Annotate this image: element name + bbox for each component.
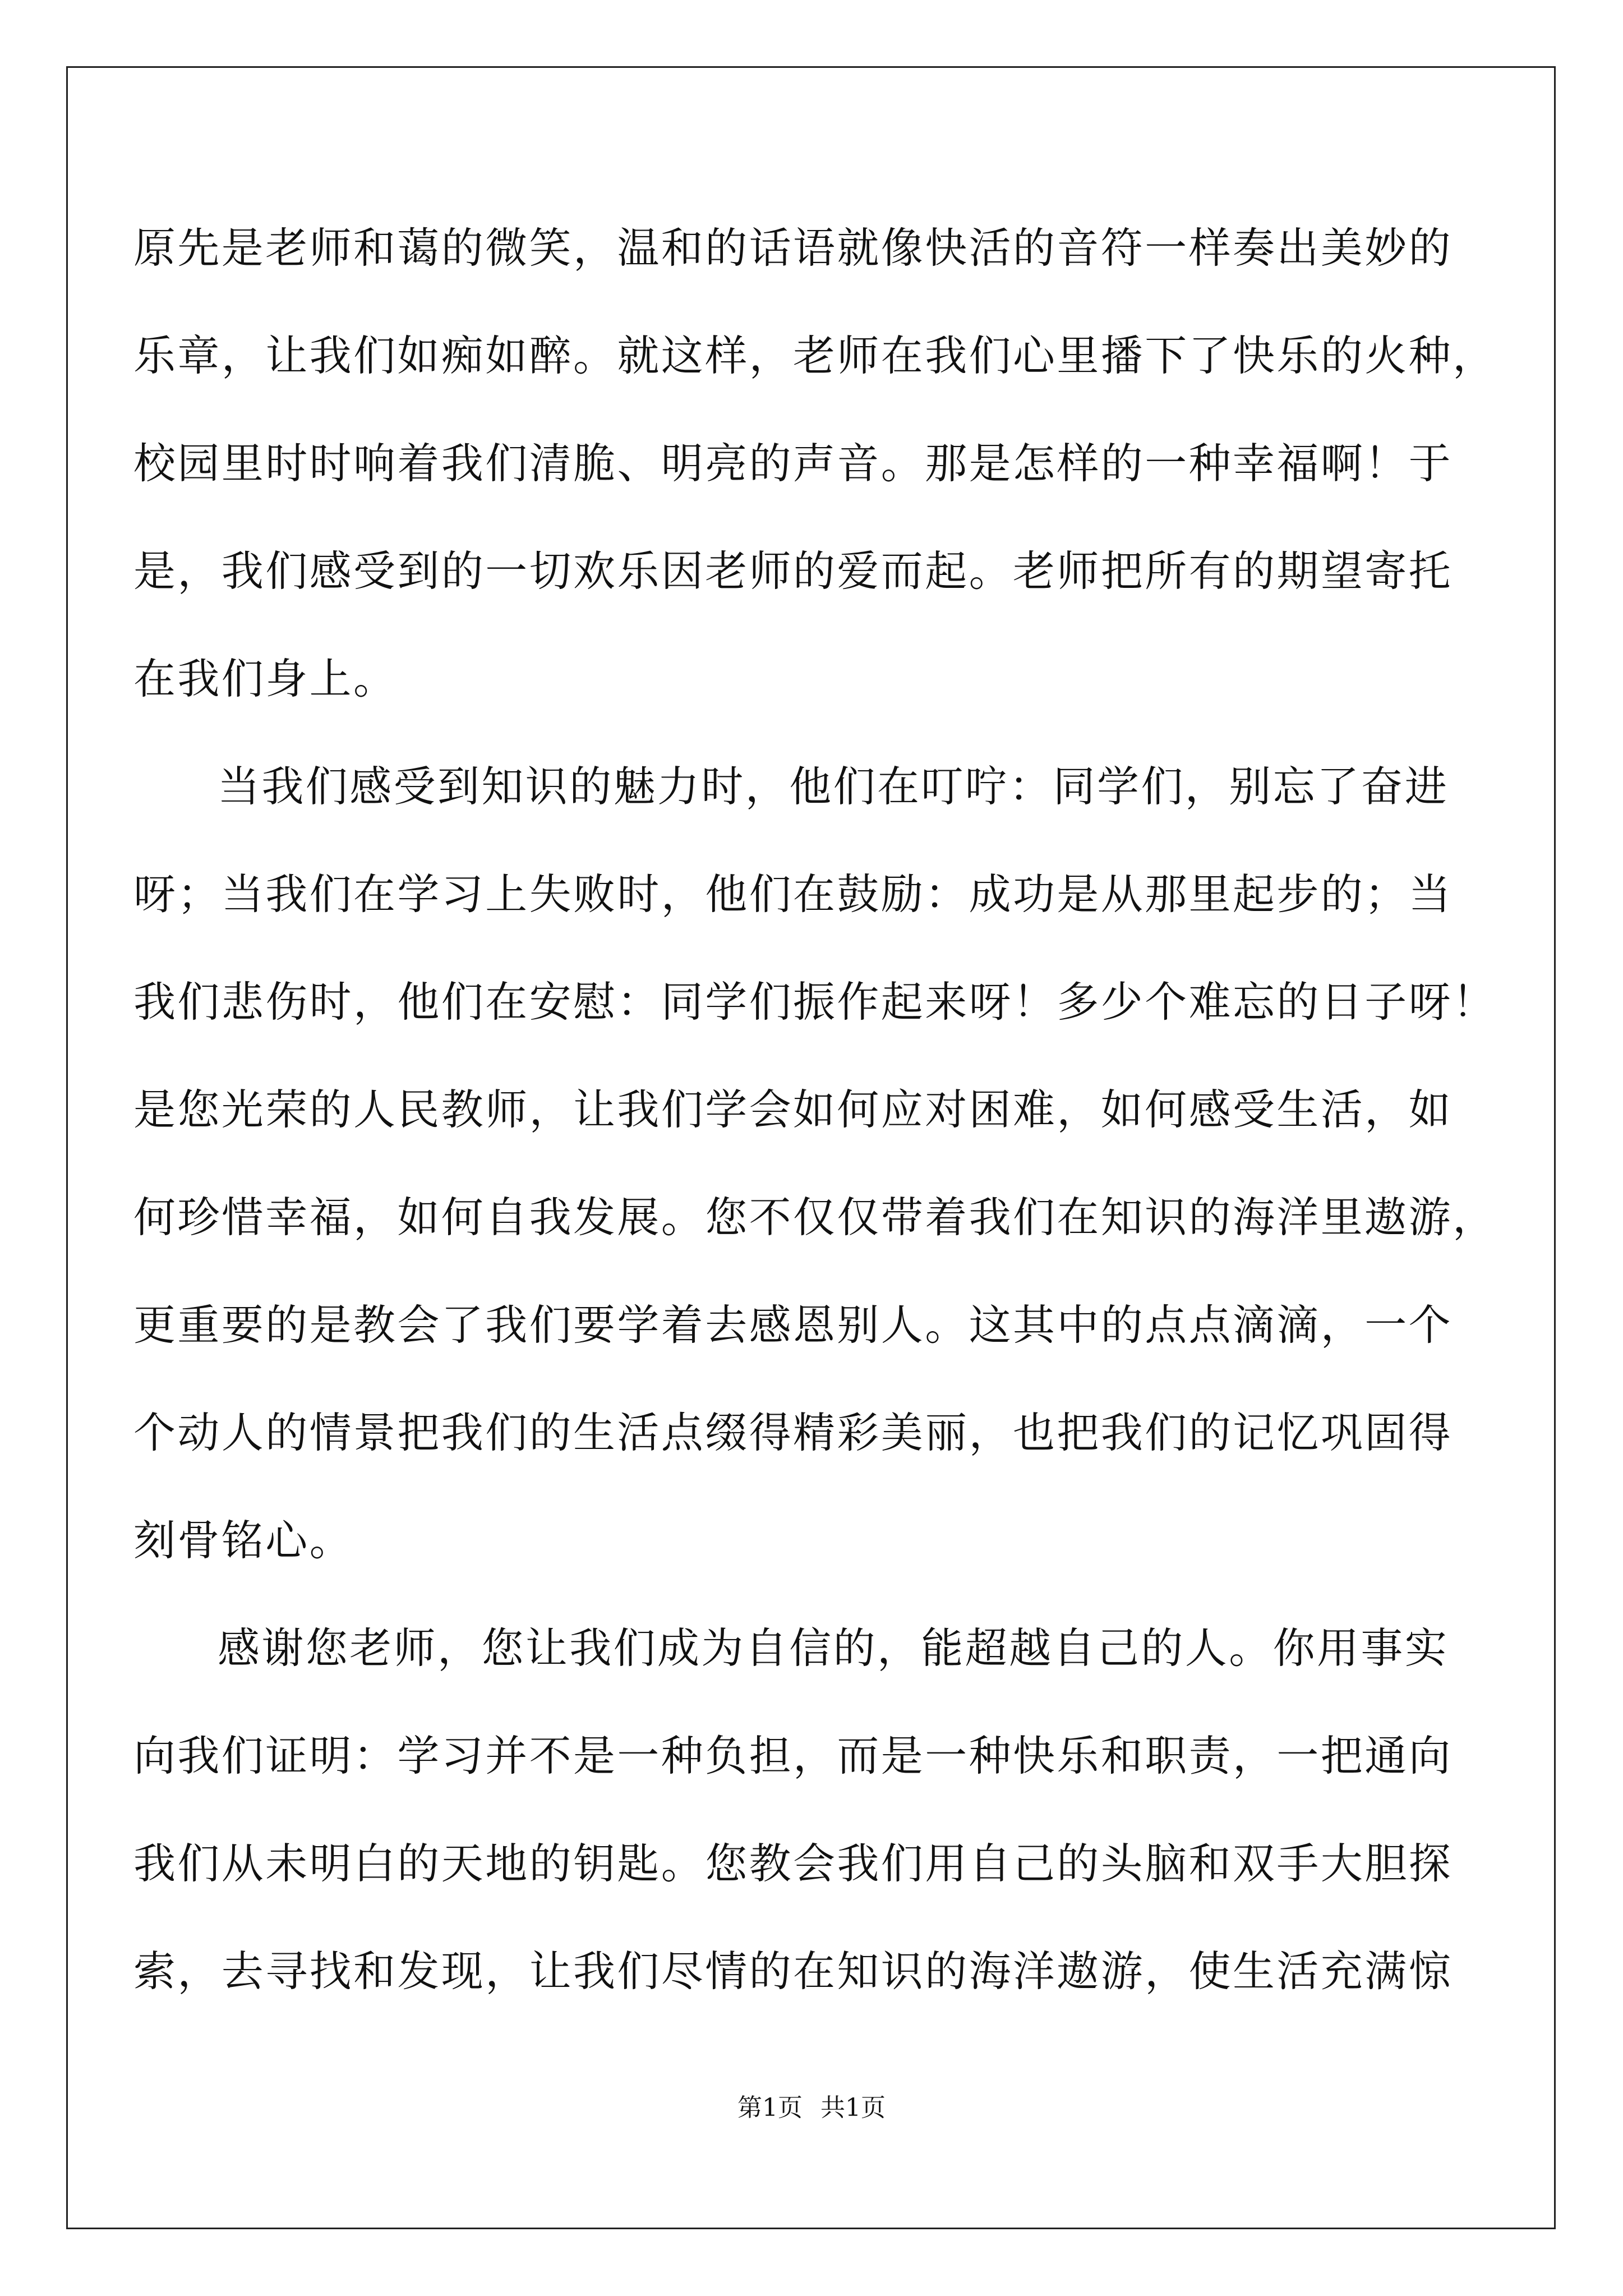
text-line: 刻骨铭心。 <box>133 1516 354 1565</box>
paragraph-first-line: 感谢您老师，您让我们成为自信的，能超越自己的人。你用事实 <box>218 1623 1449 1673</box>
text-line: 是您光荣的人民教师，让我们学会如何应对困难，如何感受生活，如 <box>133 1085 1453 1134</box>
document-body <box>133 0 1497 1996</box>
text-line: 校园里时时响着我们清脆、明亮的声音。那是怎样的一种幸福啊！于 <box>133 439 1453 488</box>
text-line: 我们从未明白的天地的钥匙。您教会我们用自己的头脑和双手大胆探 <box>133 1839 1453 1888</box>
page-number-current: 第1页 <box>737 2093 803 2122</box>
text-line: 个动人的情景把我们的生活点缀得精彩美丽，也把我们的记忆巩固得 <box>133 1408 1453 1457</box>
text-line: 索，去寻找和发现，让我们尽情的在知识的海洋遨游，使生活充满惊 <box>133 1947 1453 1996</box>
text-line: 在我们身上。 <box>133 654 398 703</box>
page-footer <box>0 2086 1623 2131</box>
paragraph-first-line: 当我们感受到知识的魅力时，他们在叮咛：同学们，别忘了奋进 <box>218 762 1449 811</box>
text-line: 向我们证明：学习并不是一种负担，而是一种快乐和职责，一把通向 <box>133 1731 1453 1780</box>
text-line: 原先是老师和蔼的微笑，温和的话语就像快活的音符一样奏出美妙的 <box>133 223 1453 273</box>
page-number-total: 共1页 <box>820 2093 886 2122</box>
text-line: 我们悲伤时，他们在安慰：同学们振作起来呀！多少个难忘的日子呀！ <box>133 977 1497 1027</box>
text-line: 乐章，让我们如痴如醉。就这样，老师在我们心里播下了快乐的火种， <box>133 331 1497 380</box>
text-line: 呀；当我们在学习上失败时，他们在鼓励：成功是从那里起步的；当 <box>133 869 1453 919</box>
text-line: 更重要的是教会了我们要学着去感恩别人。这其中的点点滴滴，一个 <box>133 1300 1453 1350</box>
text-line: 何珍惜幸福，如何自我发展。您不仅仅带着我们在知识的海洋里遨游， <box>133 1193 1497 1242</box>
text-line: 是，我们感受到的一切欢乐因老师的爱而起。老师把所有的期望寄托 <box>133 546 1453 596</box>
